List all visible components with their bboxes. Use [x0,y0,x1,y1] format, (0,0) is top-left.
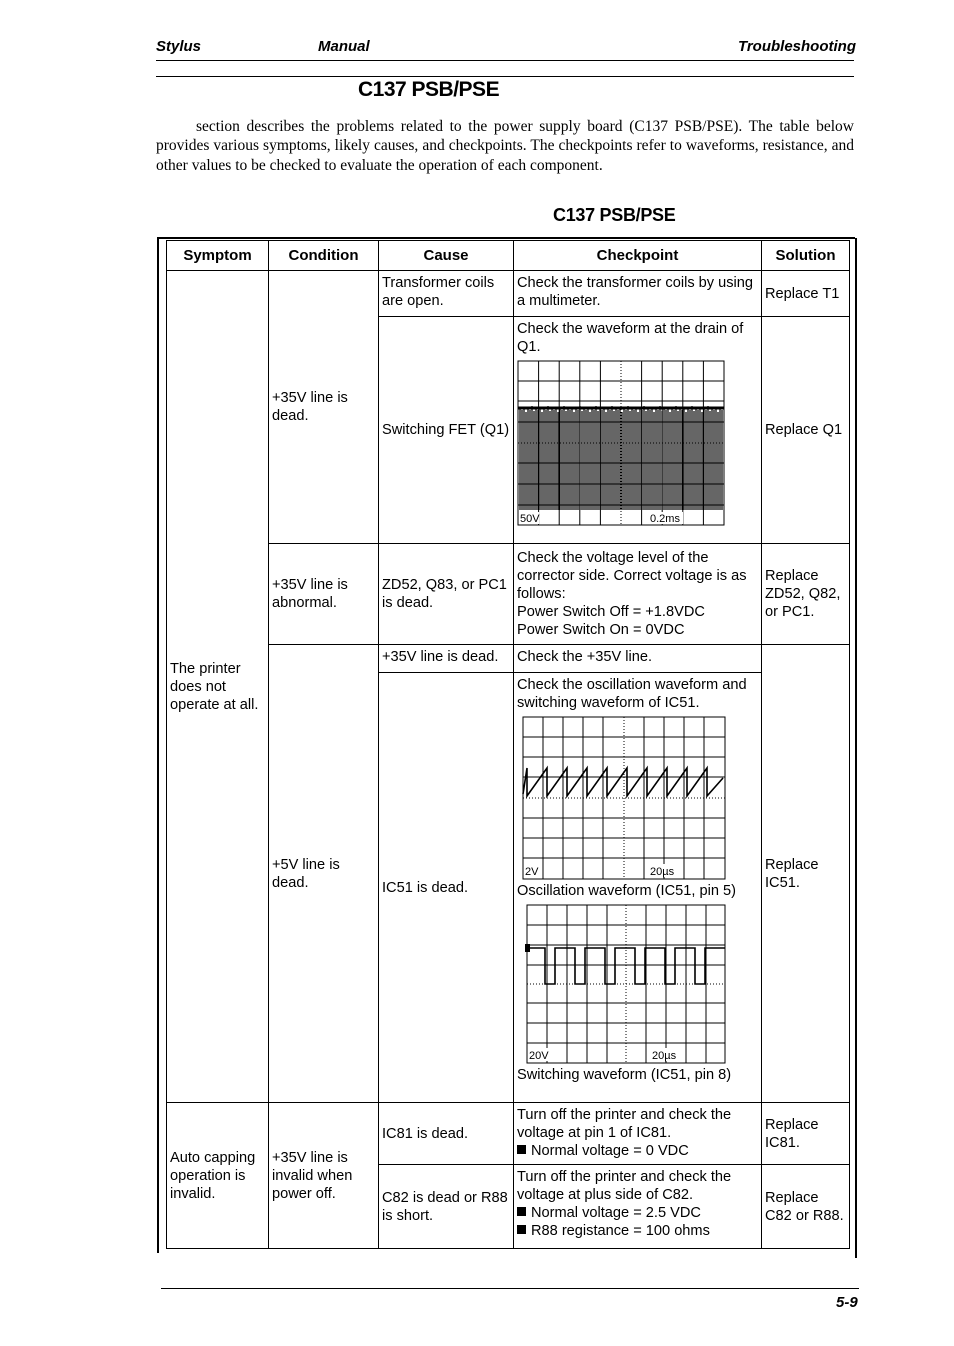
intro-paragraph: section describes the problems related to the power supply board (C137 PSB/PSE). The table below provides various symptoms, likely causes, and checkpoints. The checkpoints refer to waveforms, resistance, and other values to be checked to evaluate the operation of each component. [156,118,854,174]
table-header-row [167,241,850,271]
table-top-rule [157,237,855,239]
cause-ic81: IC81 is dead. [379,1103,514,1165]
checkpoint-ic51-text: Check the oscillation waveform and switching waveform of IC51. [517,677,747,711]
cause-c82: C82 is dead or R88 is short. [379,1165,514,1249]
footer-rule [161,1288,859,1289]
condition-35v-abnormal: +35V line is abnormal. [269,544,379,645]
header-rule-secondary [156,76,854,77]
bullet-square-icon [517,1225,526,1234]
header-right: Troubleshooting [737,38,856,55]
checkpoint-c82-line2: Normal voltage = 2.5 VDC [531,1205,701,1221]
checkpoint-ic81 [514,1103,762,1165]
table-row [167,544,850,645]
solution-t1: Replace T1 [762,271,850,317]
col-symptom: Symptom [167,241,269,271]
condition-35v-dead: +35V line is dead. [269,271,379,544]
checkpoint-zd52-line1: Check the voltage level of the corrector side. Correct voltage is as follows: [517,550,747,602]
header-left: Stylus [156,38,202,55]
checkpoint-ic81-line2: Normal voltage = 0 VDC [531,1143,689,1159]
condition-5v-dead: +5V line is dead. [269,645,379,1103]
table-row [167,271,850,317]
scope-ic51-switching [517,904,727,1066]
checkpoint-c82-line1: Turn off the printer and check the voltage at plus side of C82. [517,1169,732,1203]
scope-q1-time-label: 0.2ms [650,513,680,525]
cause-switching-fet: Switching FET (Q1) [379,317,514,544]
table-row [167,645,850,673]
table-left-rule [157,238,159,1253]
table-right-rule [855,238,857,1258]
checkpoint-zd52 [514,544,762,645]
bullet-square-icon [517,1207,526,1216]
solution-c82: Replace C82 or R88. [762,1165,850,1249]
cause-35v-dead: +35V line is dead. [379,645,514,673]
checkpoint-q1 [514,317,762,544]
checkpoint-ic81-line1: Turn off the printer and check the voltage at pin 1 of IC81. [517,1107,732,1141]
troubleshooting-table [166,240,850,1249]
col-condition: Condition [269,241,379,271]
table-row [167,1103,850,1165]
checkpoint-q1-text: Check the waveform at the drain of Q1. [517,321,744,355]
col-solution: Solution [762,241,850,271]
col-cause: Cause [379,241,514,271]
checkpoint-c82-bullet2 [517,1222,758,1240]
scope-sw-volt-label: 20V [529,1050,549,1062]
header-center: Manual [318,38,370,55]
cause-transformer: Transformer coils are open. [379,271,514,317]
table-title: C137 PSB/PSE [553,205,676,225]
condition-35v-invalid: +35V line is invalid when power off. [269,1103,379,1249]
solution-ic81: Replace IC81. [762,1103,850,1165]
scope-sw-caption: Switching waveform (IC51, pin 8) [517,1067,732,1083]
scope-q1-drain-waveform [517,360,725,528]
checkpoint-c82-line3: R88 registance = 100 ohms [531,1223,710,1239]
symptom-auto-capping: Auto capping operation is invalid. [167,1103,269,1249]
scope-osc-volt-label: 2V [525,866,539,878]
header-rule [156,60,854,61]
checkpoint-35v: Check the +35V line. [514,645,762,673]
checkpoint-zd52-line3: Power Switch On = 0VDC [517,622,685,638]
cause-zd52: ZD52, Q83, or PC1 is dead. [379,544,514,645]
scope-q1-volt-label: 50V [520,513,540,525]
col-checkpoint: Checkpoint [514,241,762,271]
cause-ic51: IC51 is dead. [379,673,514,1103]
checkpoint-ic81-bullet [517,1142,758,1160]
symptom-no-operate: The printer does not operate at all. [167,271,269,1103]
solution-q1: Replace Q1 [762,317,850,544]
checkpoint-c82 [514,1165,762,1249]
bullet-square-icon [517,1145,526,1154]
solution-zd52: Replace ZD52, Q82, or PC1. [762,544,850,645]
section-title: C137 PSB/PSE [358,78,500,101]
scope-osc-caption: Oscillation waveform (IC51, pin 5) [517,883,736,899]
solution-ic51: Replace IC51. [762,645,850,1103]
scope-sw-time-label: 20µs [652,1050,677,1062]
scope-osc-time-label: 20µs [650,866,675,878]
checkpoint-c82-bullet1 [517,1204,758,1222]
checkpoint-transformer: Check the transformer coils by using a multimeter. [514,271,762,317]
checkpoint-ic51 [514,673,762,1103]
checkpoint-zd52-line2: Power Switch Off = +1.8VDC [517,604,705,620]
page-number: 5-9 [836,1294,858,1311]
scope-ic51-oscillation [517,716,727,882]
